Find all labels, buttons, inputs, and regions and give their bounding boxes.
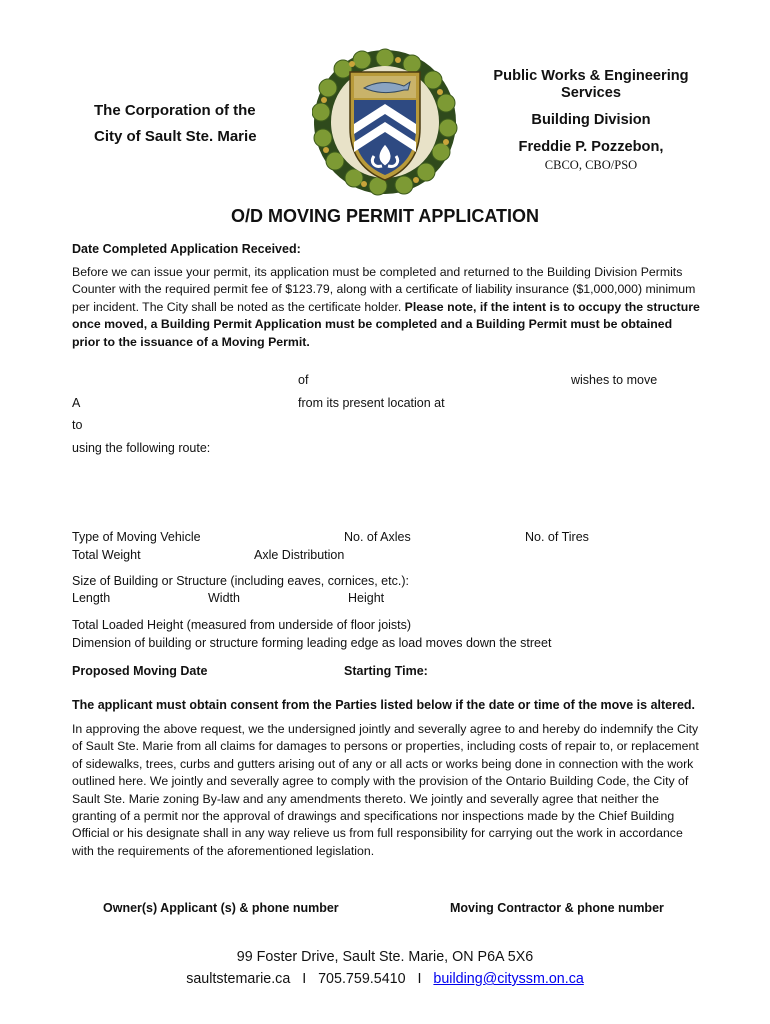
indemnity-paragraph: In approving the above request, we the undersigned jointly and severally agree to and hereby do indemnify the City of Sault Ste. Marie from all claims for damages to persons or properties, including costs of repair to, or replacement of sidewalks, trees, curbs and gutters arising out of any or all acts or works being done in connection with the work outlined here. We jointly and severally agree to comply with the provision of the Ontario Building Code, the City of Sault Ste. Marie zoning By-law and any amendments thereto. We jointly and severally agree that neither the granting of a permit nor the approval of drawings and specifications nor inspections made by the Chief Building Official or his designate shall in any way relieve us from full responsibility for carrying out the work in accordance with the requirements of the aforementioned legislation. <box>72 722 699 858</box>
footer-phone: 705.759.5410 <box>318 971 406 987</box>
vehicle-type-label: Type of Moving Vehicle <box>72 530 201 544</box>
corporation-name <box>94 98 264 150</box>
footer-separator-1: I <box>302 971 307 987</box>
intro-paragraph <box>72 264 702 351</box>
leading-edge-label: Dimension of building or structure forming leading edge as load moves down the street <box>72 636 552 650</box>
wishes-to-move-label: wishes to move <box>571 373 658 387</box>
intro-bold-note: Please note, if the intent is to occupy the structure once moved, a Building Permit Application must be completed and a Building Permit must be obtained prior to the issuance of a Moving Permit. <box>72 299 700 349</box>
department-block <box>470 68 712 173</box>
axles-label: No. of Axles <box>344 530 411 544</box>
route-label: using the following route: <box>72 441 211 455</box>
footer-separator-2: I <box>417 971 422 987</box>
axle-distribution-label: Axle Distribution <box>254 548 345 562</box>
tires-label: No. of Tires <box>525 530 589 544</box>
contractor-signature-label: Moving Contractor & phone number <box>450 901 664 915</box>
owner-signature-label: Owner(s) Applicant (s) & phone number <box>103 901 339 915</box>
official-name: Freddie P. Pozzebon, <box>518 139 664 155</box>
length-label: Length <box>72 591 111 605</box>
width-label: Width <box>208 591 240 605</box>
size-heading: Size of Building or Structure (including eaves, cornices, etc.): <box>72 574 409 588</box>
city-crest-icon <box>312 48 458 196</box>
corporation-line-2: City of Sault Ste. Marie <box>94 128 257 145</box>
of-label: of <box>298 373 309 387</box>
footer-email-link[interactable]: building@cityssm.on.ca <box>433 971 584 987</box>
corporation-line-1: The Corporation of the <box>94 102 256 119</box>
present-location-label: from its present location at <box>298 396 445 410</box>
moving-date-label: Proposed Moving Date <box>72 664 208 678</box>
starting-time-label: Starting Time: <box>344 664 428 678</box>
intro-text: Before we can issue your permit, its application must be completed and returned to the Building Division Permits Counter with the required permit fee of $123.79, along with a certificate of liability insurance ($1,000,000) minimum per incident. The City shall be noted as the certificate holder. <box>72 265 696 314</box>
footer-website: saultstemarie.ca <box>186 971 291 987</box>
official-titles: CBCO, CBO/PSO <box>544 158 638 172</box>
loaded-height-label: Total Loaded Height (measured from underside of floor joists) <box>72 618 412 632</box>
department-line-2: Services <box>560 85 622 101</box>
footer-contact <box>0 971 770 987</box>
division-name: Building Division <box>531 112 651 128</box>
consent-notice: The applicant must obtain consent from the Parties listed below if the date or time of the move is altered. <box>72 698 696 712</box>
department-line-1: Public Works & Engineering <box>493 68 689 84</box>
page-title: O/D MOVING PERMIT APPLICATION <box>230 206 539 226</box>
total-weight-label: Total Weight <box>72 548 141 562</box>
to-label: to <box>72 418 83 432</box>
a-label: A <box>72 396 81 410</box>
footer-address: 99 Foster Drive, Sault Ste. Marie, ON P6A 5X6 <box>236 949 534 965</box>
date-received-label: Date Completed Application Received: <box>72 242 301 256</box>
height-label: Height <box>348 591 385 605</box>
